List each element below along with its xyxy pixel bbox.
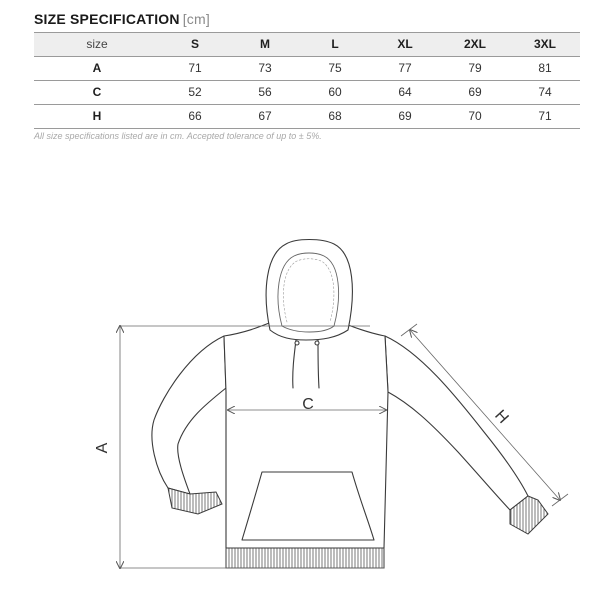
size-column-header: size	[34, 33, 160, 57]
dimension-label-a: A	[94, 442, 111, 454]
row-label-h: H	[34, 105, 160, 129]
table-cell: 56	[230, 81, 300, 105]
size-header-m: M	[230, 33, 300, 57]
dimension-label-c: C	[302, 396, 314, 413]
hem-band	[226, 548, 384, 568]
size-header-2xl: 2XL	[440, 33, 510, 57]
hoodie-hood	[266, 240, 352, 341]
size-header-xl: XL	[370, 33, 440, 57]
kangaroo-pocket	[242, 472, 374, 540]
table-cell: 69	[370, 105, 440, 129]
title-text: SIZE SPECIFICATION	[34, 11, 180, 27]
drawstring-eyelet-left	[295, 341, 299, 345]
row-label-c: C	[34, 81, 160, 105]
table-cell: 74	[510, 81, 580, 105]
left-sleeve	[152, 336, 226, 494]
title-unit: [cm]	[182, 11, 210, 27]
dimension-h-tick-top	[401, 324, 417, 336]
table-cell: 71	[510, 105, 580, 129]
table-cell: 70	[440, 105, 510, 129]
tolerance-note: All size specifications listed are in cm. Accepted tolerance of up to ± 5%.	[34, 131, 322, 141]
table-cell: 67	[230, 105, 300, 129]
table-cell: 52	[160, 81, 230, 105]
table-cell: 81	[510, 57, 580, 81]
table-cell: 73	[230, 57, 300, 81]
dimension-label-h: H	[491, 407, 512, 427]
right-sleeve	[385, 336, 528, 510]
table-cell: 79	[440, 57, 510, 81]
left-cuff	[168, 488, 222, 514]
dimension-h-tick-bottom	[552, 494, 568, 506]
table-cell: 68	[300, 105, 370, 129]
table-cell: 75	[300, 57, 370, 81]
table-cell: 77	[370, 57, 440, 81]
drawstring-eyelet-right	[315, 341, 319, 345]
size-header-s: S	[160, 33, 230, 57]
table-cell: 66	[160, 105, 230, 129]
table-cell: 69	[440, 81, 510, 105]
size-header-3xl: 3XL	[510, 33, 580, 57]
table-cell: 71	[160, 57, 230, 81]
size-header-l: L	[300, 33, 370, 57]
table-cell: 60	[300, 81, 370, 105]
row-label-a: A	[34, 57, 160, 81]
table-cell: 64	[370, 81, 440, 105]
